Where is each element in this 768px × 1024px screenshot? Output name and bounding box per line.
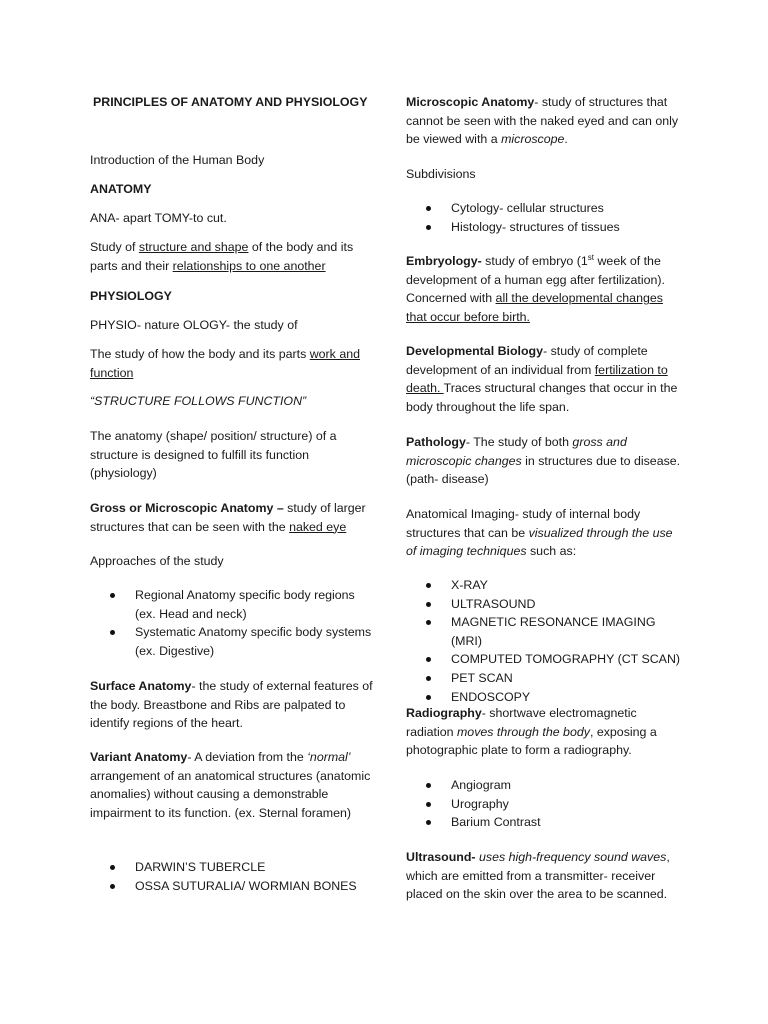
text-run: , exposing a photographic plate to form a radiography.: [406, 724, 657, 758]
subdivisions-text: Subdivisions: [406, 167, 476, 181]
microscopic-anatomy-paragraph: [406, 93, 681, 149]
imaging-techniques-list: [406, 576, 681, 706]
italic-run: gross and microscopic changes: [406, 435, 627, 468]
pathology-paragraph: [406, 433, 681, 489]
gross-anatomy-paragraph: [90, 499, 375, 536]
text-run: arrangement of an anatomical structures (anatomic anomalies) without causing a demonstrable impairment to its function. (ex. Sternal foramen): [90, 768, 371, 820]
study-structure-paragraph: [90, 238, 375, 275]
text-run: study of embryo (1: [481, 254, 588, 268]
list-item: ENDOSCOPY: [406, 688, 681, 707]
text-run: - the study of external features of the body. Breastbone and Ribs are palpated to identify regions of the heart.: [90, 679, 373, 731]
text-run: such as:: [526, 544, 577, 559]
underlined-run: structure and shape: [138, 240, 249, 254]
bold-run: Gross or Microscopic Anatomy –: [90, 501, 284, 515]
anatomy-heading: ANATOMY: [90, 182, 152, 196]
anatomy-shape-paragraph: The anatomy (shape/ position/ structure) of a structure is designed to fulfill its function (physiology): [90, 429, 337, 481]
list-item: Cytology- cellular structures: [406, 199, 681, 218]
list-item: PET SCAN: [406, 669, 681, 688]
text-run: of the body and its parts and their: [90, 240, 354, 273]
bold-run: Pathology: [406, 435, 466, 449]
physiology-heading: PHYSIOLOGY: [90, 289, 172, 303]
list-item: Urography: [406, 795, 681, 814]
italic-run: visualized through the use of imaging techniques: [406, 525, 673, 559]
text-run: , which are emitted from a transmitter- receiver placed on the skin over the area to be scanned.: [406, 850, 670, 902]
intro-text: Introduction of the Human Body: [90, 153, 265, 167]
list-item: X-RAY: [406, 576, 681, 595]
developmental-biology-paragraph: [406, 342, 681, 416]
document-title: PRINCIPLES OF ANATOMY AND PHYSIOLOGY: [93, 95, 368, 109]
underlined-run: naked eye: [289, 519, 347, 534]
text-run: The study of how the body and its parts: [90, 347, 310, 361]
list-item: MAGNETIC RESONANCE IMAGING (MRI): [406, 613, 681, 650]
subdivisions-list: [406, 199, 681, 236]
list-item: Angiogram: [406, 776, 681, 795]
italic-run: ‘normal’: [307, 750, 351, 764]
superscript-run: st: [587, 252, 595, 262]
text-run: week of the development of a human egg after fertilization). Concerned with: [406, 254, 665, 306]
underlined-run: fertilization to death.: [406, 362, 668, 396]
bold-run: Ultrasound-: [406, 850, 476, 864]
text-run: Study of: [90, 240, 139, 254]
list-item: Histology- structures of tissues: [406, 218, 681, 237]
italic-run: uses high-frequency sound waves: [478, 850, 667, 864]
physio-ology-text: PHYSIO- nature OLOGY- the study of: [90, 318, 298, 332]
bold-run: Embryology-: [406, 254, 482, 268]
underlined-run: work and function: [90, 347, 360, 380]
ana-tomy-text: ANA- apart TOMY-to cut.: [90, 211, 227, 225]
list-item: DARWIN’S TUBERCLE: [90, 858, 375, 877]
radiography-paragraph: [406, 704, 681, 760]
study-work-paragraph: [90, 345, 375, 382]
bold-run: Variant Anatomy: [90, 750, 188, 764]
approaches-text: Approaches of the study: [90, 554, 224, 568]
text-run: in structures due to disease. (path- disease): [406, 453, 681, 487]
structure-follows-function: “STRUCTURE FOLLOWS FUNCTION”: [90, 394, 307, 408]
bold-run: Radiography: [406, 706, 482, 720]
text-run: - study of structures that cannot be seen with the naked eyed and can only be viewed with a: [406, 95, 679, 147]
text-run: - shortwave electromagnetic radiation: [406, 706, 637, 739]
anatomical-imaging-paragraph: [406, 505, 681, 561]
text-run: - A deviation from the: [187, 750, 308, 764]
bold-run: Surface Anatomy: [90, 679, 192, 693]
bold-run: Microscopic Anatomy: [406, 95, 535, 109]
underlined-run: all the developmental changes that occur before birth.: [406, 291, 663, 324]
list-item: Systematic Anatomy specific body systems (ex. Digestive): [90, 623, 375, 660]
variant-anatomy-paragraph: [90, 748, 375, 822]
list-item: ULTRASOUND: [406, 595, 681, 614]
list-item: Regional Anatomy specific body regions (ex. Head and neck): [90, 586, 375, 623]
embryology-paragraph: [406, 252, 681, 326]
approaches-list: [90, 586, 375, 660]
radiography-list: [406, 776, 681, 832]
surface-anatomy-paragraph: [90, 677, 375, 733]
list-item: COMPUTED TOMOGRAPHY (CT SCAN): [406, 650, 681, 669]
underlined-run: relationships to one another: [172, 258, 326, 273]
list-item: Barium Contrast: [406, 813, 681, 832]
text-run: Anatomical Imaging- study of internal body structures that can be: [406, 507, 641, 540]
variant-list: [90, 858, 375, 895]
italic-run: moves through the body: [456, 724, 590, 739]
ultrasound-paragraph: [406, 848, 681, 904]
italic-run: microscope: [501, 132, 565, 147]
bold-run: Developmental Biology: [406, 344, 544, 358]
text-run: - The study of both: [465, 435, 573, 449]
text-run: study of larger structures that can be seen with the: [90, 501, 366, 534]
text-run: - study of complete development of an individual from: [406, 344, 648, 377]
text-run: Traces structural changes that occur in the body throughout the life span.: [406, 381, 678, 414]
text-run: .: [564, 132, 568, 147]
list-item: OSSA SUTURALIA/ WORMIAN BONES: [90, 877, 375, 896]
